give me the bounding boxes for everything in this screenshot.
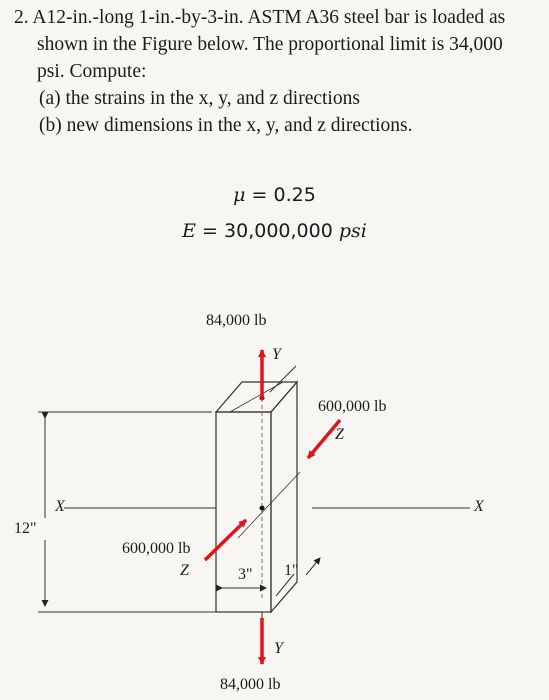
mu-symbol: μ <box>233 184 246 206</box>
left-load-label: 600,000 lb <box>122 540 191 557</box>
y-axis-label-top: Y <box>272 346 281 363</box>
problem-line-4: (a) the strains in the x, y, and z directions <box>39 88 360 109</box>
problem-line-2: shown in the Figure below. The proportional limit is 34,000 <box>37 34 503 55</box>
y-axis-label-bottom: Y <box>274 640 283 657</box>
problem-line-1: 2. A12-in.-long 1-in.-by-3-in. ASTM A36 steel bar is loaded as <box>14 7 506 28</box>
e-unit: psi <box>338 220 367 242</box>
top-load-label: 84,000 lb <box>206 312 267 329</box>
length-dimension-label: 12" <box>14 520 37 537</box>
e-symbol: E <box>182 220 197 242</box>
problem-line-3: psi. Compute: <box>37 61 147 82</box>
mu-value: = 0.25 <box>245 184 316 206</box>
bottom-load-label: 84,000 lb <box>220 676 281 693</box>
depth-dimension-label: 1" <box>284 562 299 579</box>
x-axis-label-left: X <box>55 498 65 515</box>
z-axis-label-left: Z <box>180 562 189 579</box>
right-load-label: 600,000 lb <box>318 398 387 415</box>
x-axis-label-right: X <box>474 498 484 515</box>
problem-line-5: (b) new dimensions in the x, y, and z directions. <box>39 115 413 136</box>
e-value: = 30,000,000 <box>196 220 339 242</box>
z-axis-label-right: Z <box>335 426 344 443</box>
depth-dimension-arrow <box>306 558 320 575</box>
z-axis-through-bar <box>238 472 300 538</box>
width-dimension-label: 3" <box>238 566 253 583</box>
left-load-arrow <box>205 520 246 560</box>
